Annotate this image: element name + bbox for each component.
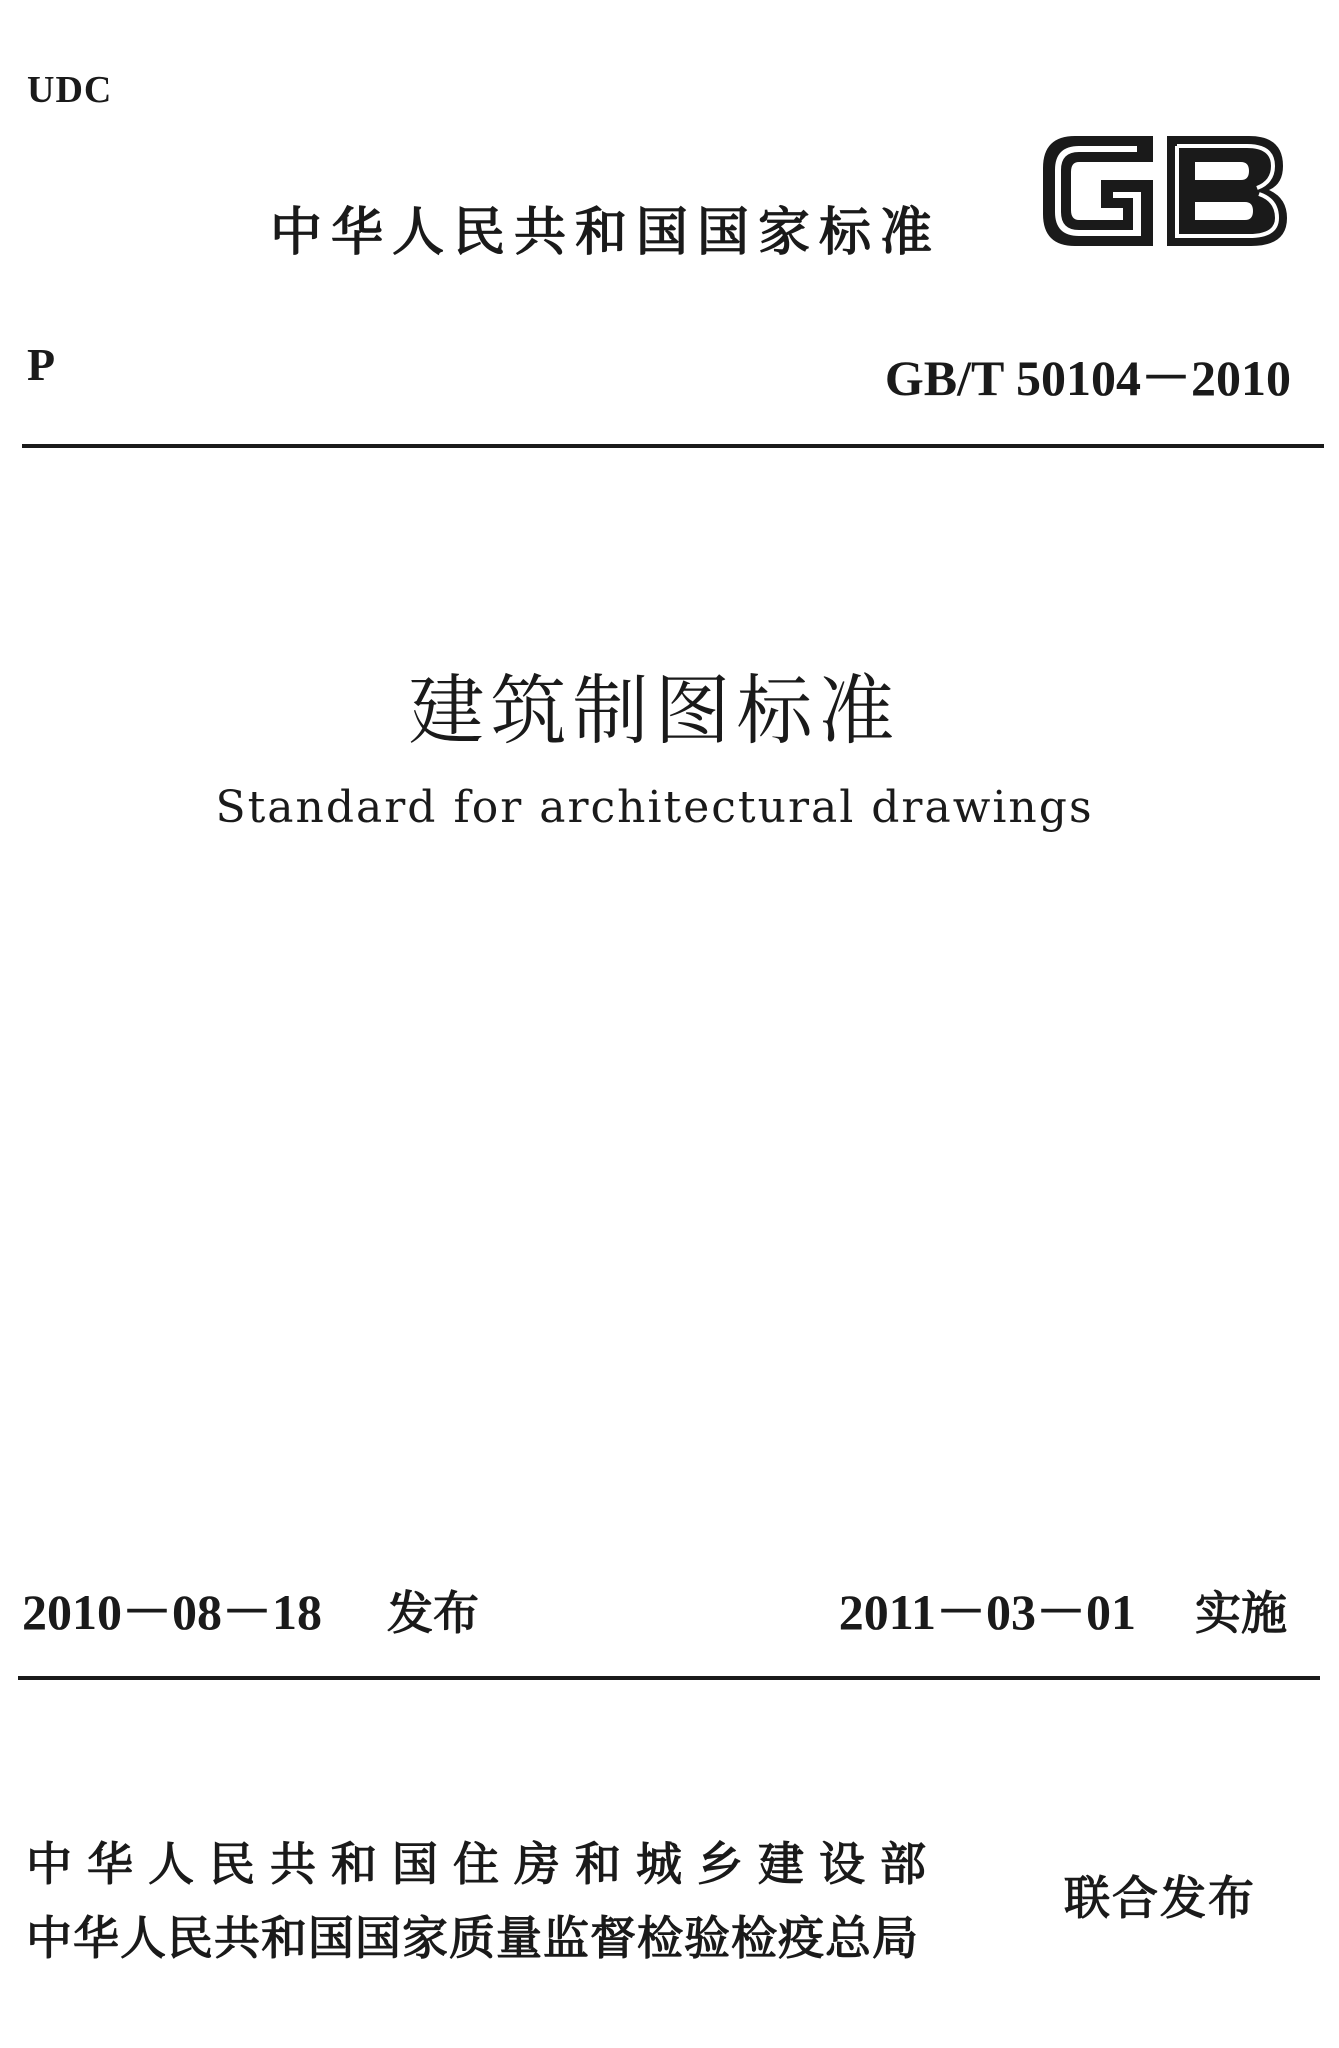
joint-issue-label: 联合发布	[1064, 1871, 1256, 1925]
title-chinese: 建筑制图标准	[408, 666, 901, 755]
issue-date: 2010－08－18	[22, 1584, 322, 1640]
standard-number: GB/T 50104－2010	[884, 350, 1291, 406]
bottom-divider	[18, 1676, 1320, 1680]
title-english: Standard for architectural drawings	[215, 782, 1094, 833]
implement-date: 2011－03－01	[838, 1584, 1136, 1640]
category-code: P	[27, 339, 56, 390]
implement-date-block	[839, 1572, 1287, 1644]
top-divider	[22, 444, 1324, 448]
udc-label: UDC	[27, 69, 113, 111]
issuer-ministry-housing: 中华人民共和国住房和城乡建设部	[26, 1837, 941, 1891]
gb-logo	[1035, 122, 1295, 258]
national-standard-heading: 中华人民共和国国家标准	[270, 203, 942, 263]
issuer-aqsiq: 中华人民共和国国家质量监督检验检疫总局	[26, 1911, 919, 1965]
implement-label: 实施	[1195, 1586, 1287, 1640]
issue-label: 发布	[387, 1586, 479, 1640]
issue-date-block	[22, 1572, 479, 1644]
